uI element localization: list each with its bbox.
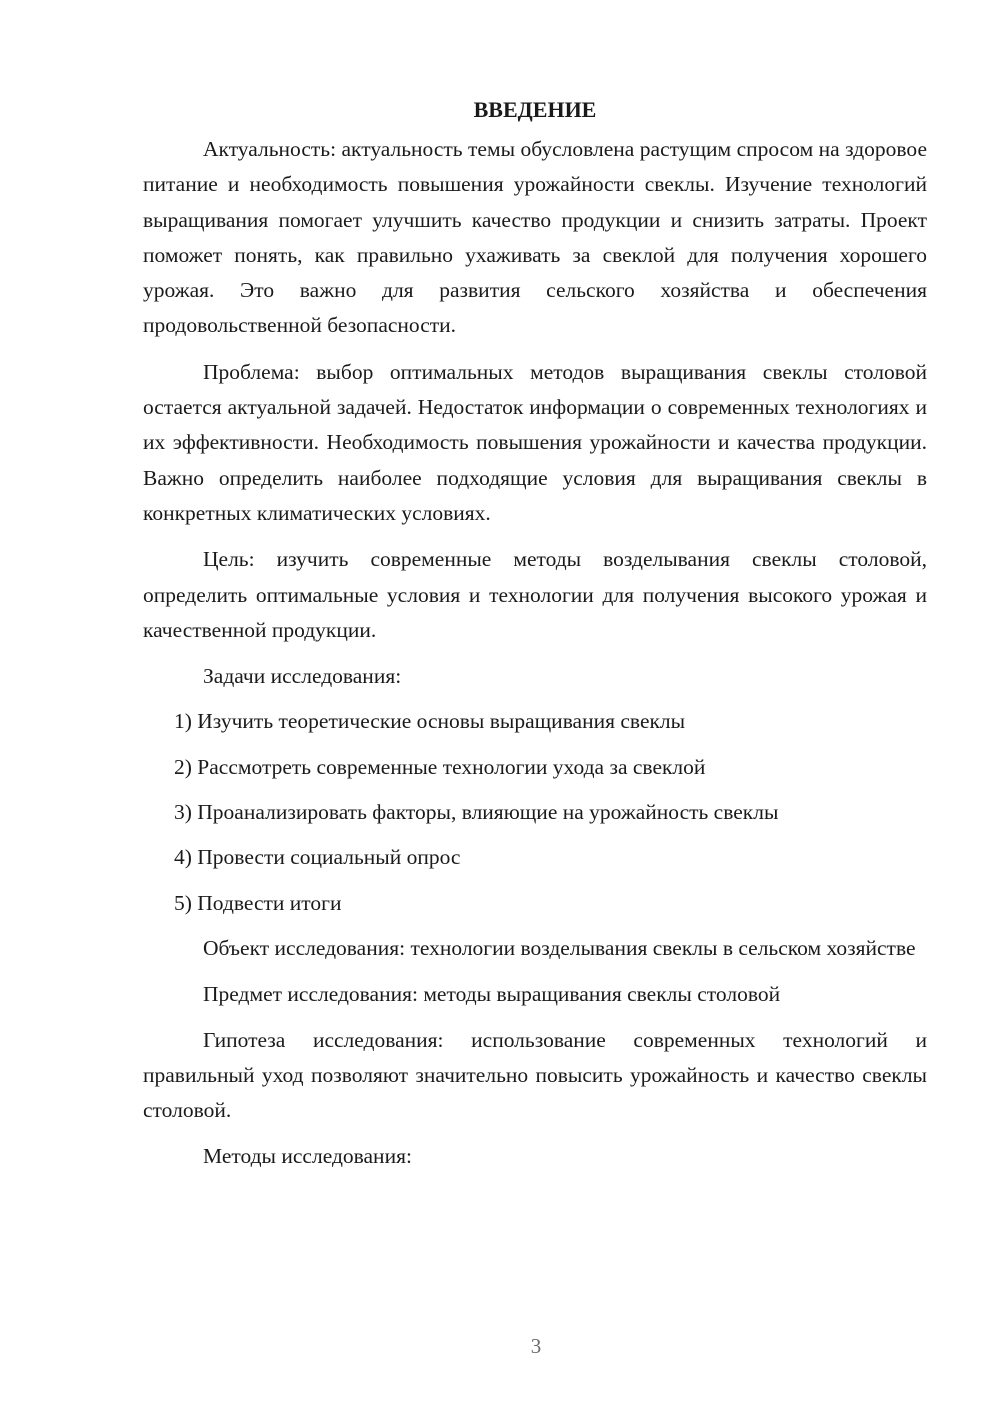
methods-heading: Методы исследования: (203, 1144, 412, 1169)
task-item: 1) Изучить теоретические основы выращивания свеклы (174, 709, 686, 734)
page-content (143, 92, 927, 1185)
page-number: 3 (530, 1334, 542, 1358)
tasks-list (143, 704, 927, 920)
subject-paragraph: Предмет исследования: методы выращивания свеклы столовой (203, 982, 781, 1007)
problem-paragraph: Проблема: выбор оптимальных методов выращивания свеклы столовой остается актуальной задачей. Недостаток информации о современных технологиях и их эффективности. Необходимость повышения урожайности и качества продукции. Важно определить наиболее подходящие условия для выращивания свеклы в конкретных климатических условиях. (143, 359, 927, 525)
task-item: 5) Подвести итоги (174, 890, 342, 915)
hypothesis-paragraph: Гипотеза исследования: использование современных технологий и правильный уход позволяют значительно повысить урожайность и качество свеклы столовой. (143, 1027, 927, 1123)
task-item: 2) Рассмотреть современные технологии ухода за свеклой (174, 754, 706, 779)
object-paragraph: Объект исследования: технологии возделывания свеклы в сельском хозяйстве (203, 935, 916, 960)
task-item: 3) Проанализировать факторы, влияющие на урожайность свеклы (174, 800, 779, 825)
tasks-heading: Задачи исследования: (203, 664, 402, 689)
task-item: 4) Провести социальный опрос (174, 845, 461, 870)
page-title: ВВЕДЕНИЕ (473, 97, 597, 122)
relevance-paragraph: Актуальность: актуальность темы обусловлена растущим спросом на здоровое питание и необходимость повышения урожайности свеклы. Изучение технологий выращивания помогает улучшить качество продукции и снизить затраты. Проект поможет понять, как правильно ухаживать за свеклой для получения хорошего урожая. Это важно для развития сельского хозяйства и обеспечения продовольственной безопасности. (143, 137, 927, 338)
goal-paragraph: Цель: изучить современные методы возделывания свеклы столовой, определить оптимальные условия и технологии для получения высокого урожая и качественной продукции. (143, 547, 927, 642)
